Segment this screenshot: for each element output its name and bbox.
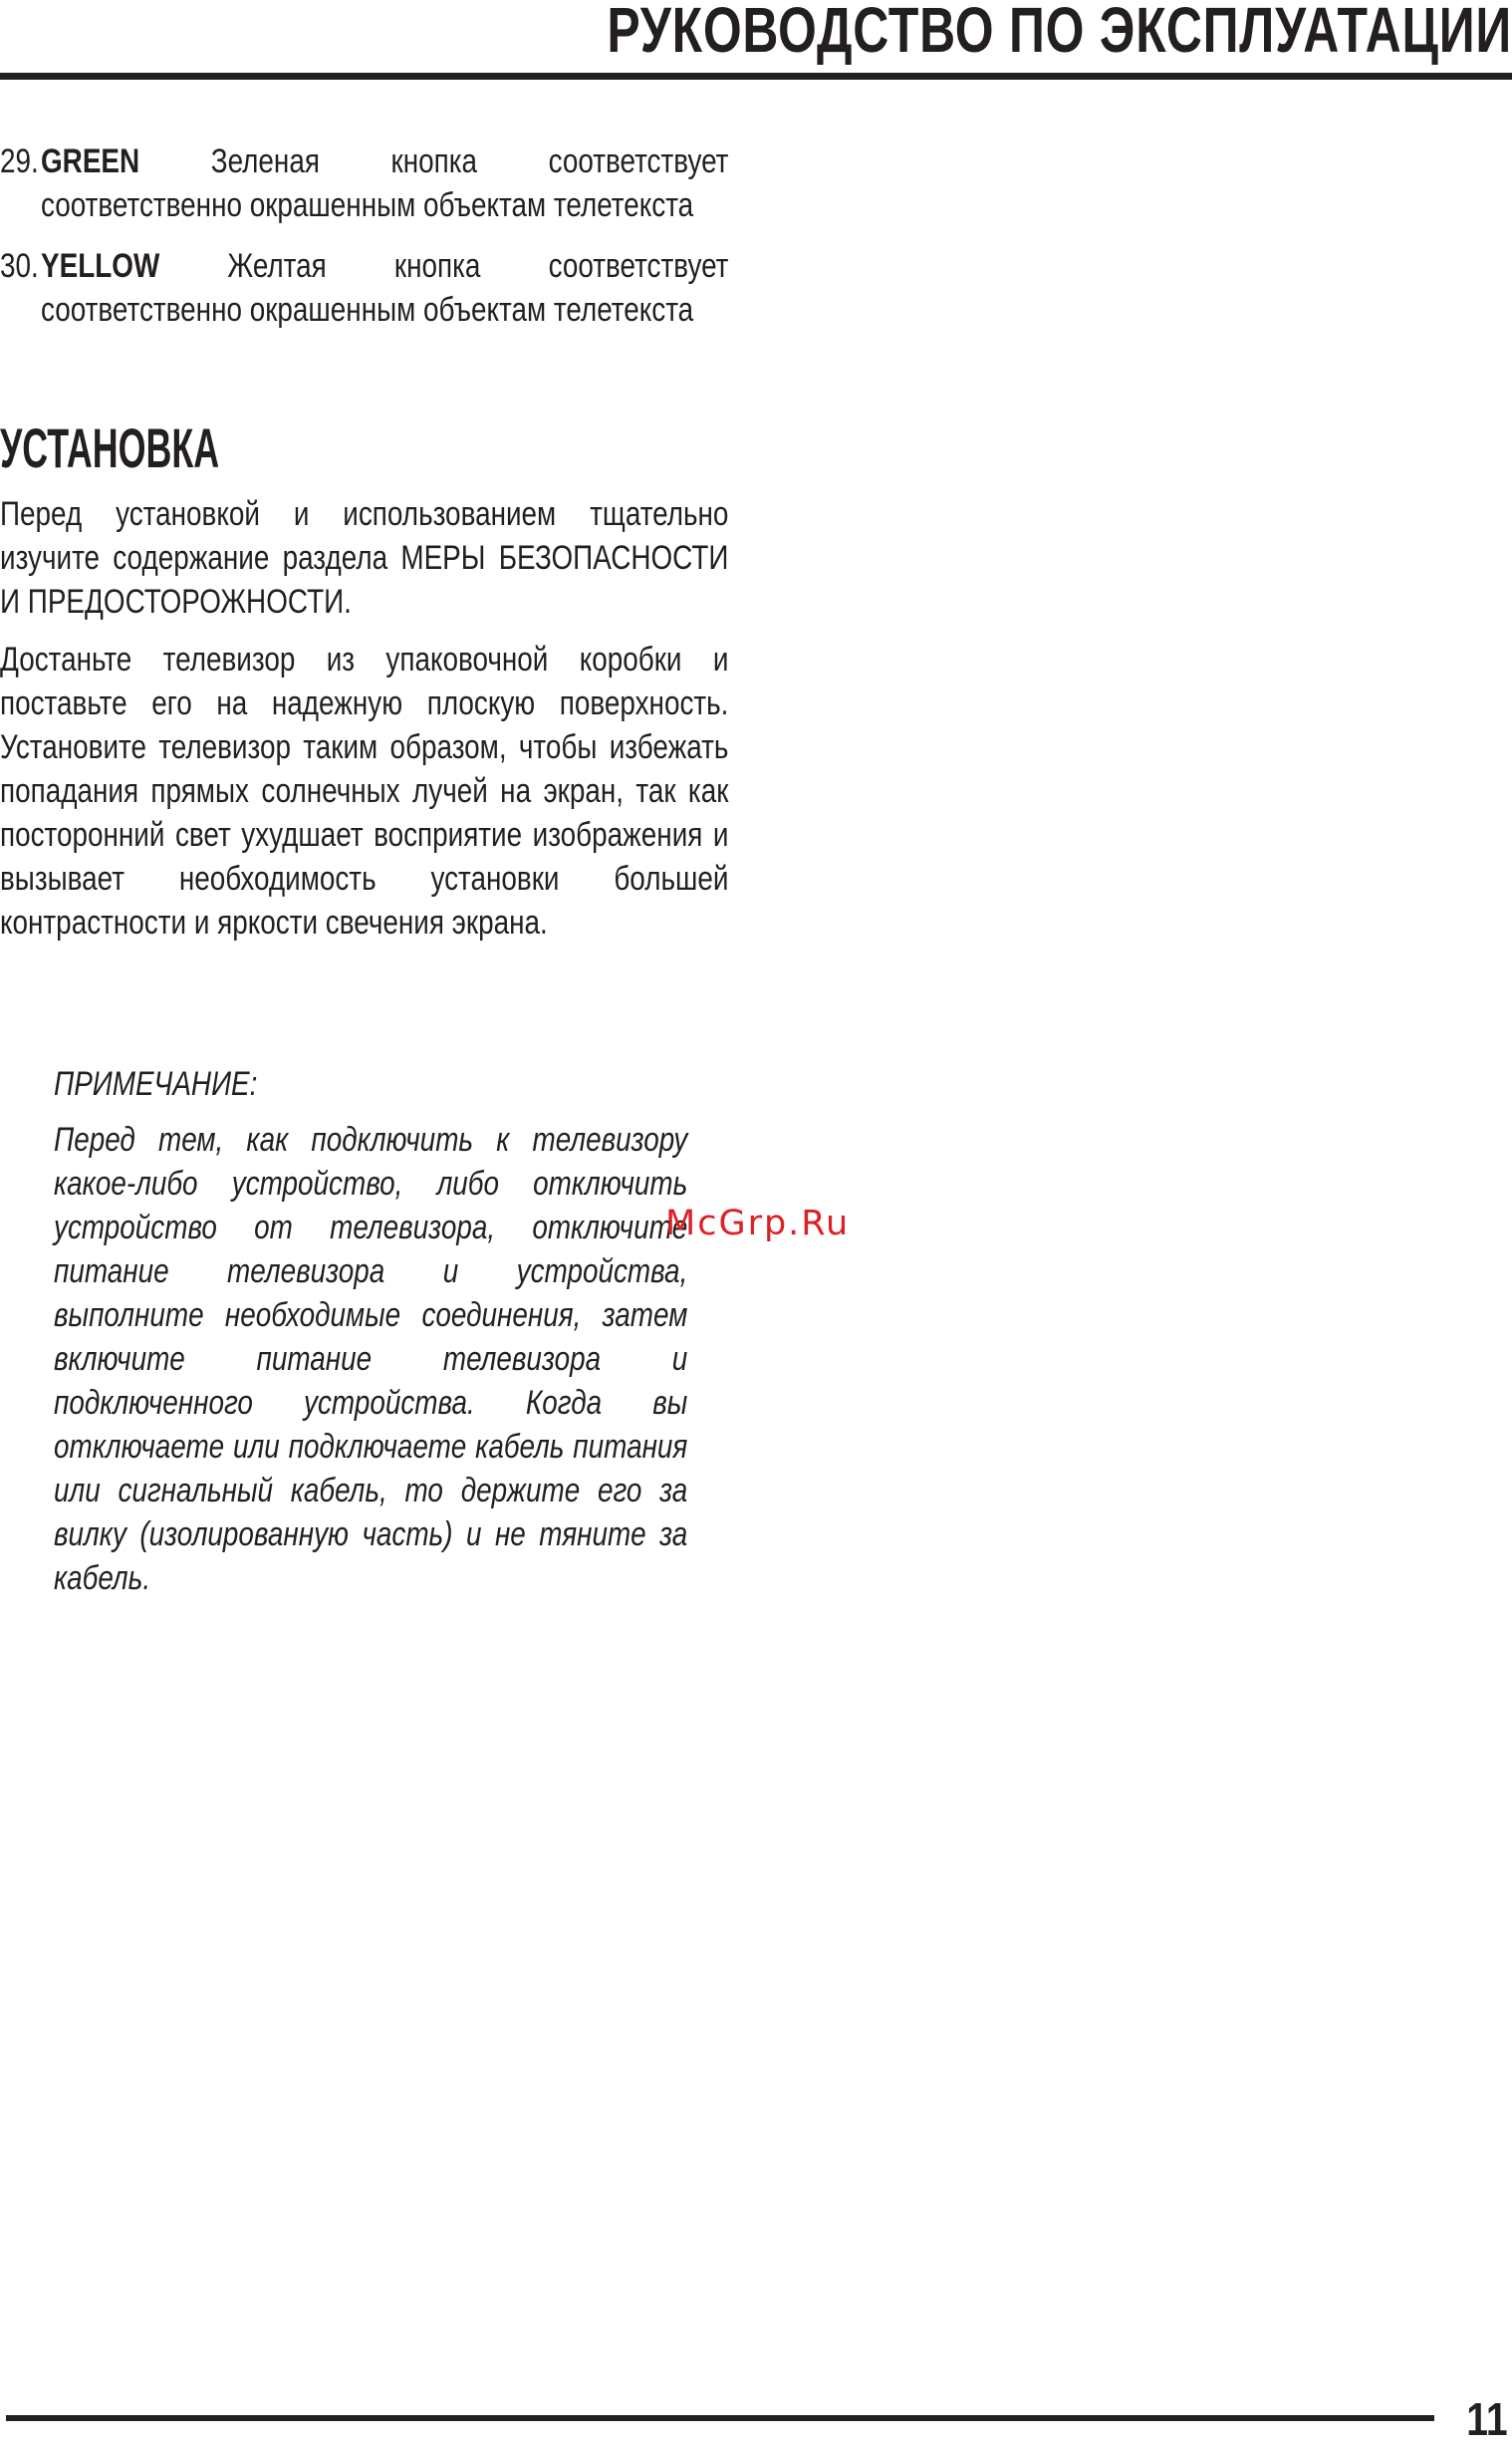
- spacer: [0, 349, 728, 416]
- section-title-installation: УСТАНОВКА: [0, 416, 220, 479]
- list-item-number: 29.: [0, 142, 39, 180]
- list-item-body: [41, 139, 728, 227]
- list-item-yellow: [0, 244, 728, 332]
- list-item-text: Зеленая кнопка соответствует соответственно окрашенным объектам телетекста: [41, 142, 729, 224]
- spacer: [0, 480, 728, 492]
- note-flow: [54, 1062, 687, 1600]
- list-item-key: YELLOW: [41, 247, 160, 285]
- footer-rule: [6, 2415, 1434, 2421]
- list-item-green: [0, 139, 728, 227]
- header-title: РУКОВОДСТВО ПО ЭКСПЛУАТАЦИИ: [607, 0, 1512, 66]
- note-text: Перед тем, как подключить к телевизору какое-либо устройство, либо отключить устройство от телевизора, отключите питание телевизора и устройства, выполните необходимые соединения, затем включите питание телевизора и подключенного устройства. Когда вы отключаете или подключаете кабель питания или сигнальный кабель, то держите его за вилку (изолированную часть) и не тяните за кабель.: [54, 1121, 688, 1597]
- list-item-text: Желтая кнопка соответствует соответственно окрашенным объектам телетекста: [41, 247, 729, 329]
- note-box: [54, 1062, 687, 1600]
- text-flow: [0, 139, 728, 945]
- note-title: ПРИМЕЧАНИЕ:: [54, 1065, 258, 1103]
- paragraph: Достаньте телевизор из упаковочной коробки и поставьте его на надежную плоскую поверхность. Установите телевизор таким образом, чтобы избежать попадания прямых солнечных лучей на экран, так как посторонний свет ухудшает восприятие изображения и вызывает необходимость установки большей контрастности и яркости свечения экрана.: [0, 641, 729, 942]
- list-item-body: [41, 244, 728, 332]
- list-item-key: GREEN: [41, 142, 140, 180]
- left-column: [0, 139, 729, 958]
- watermark: McGrp.Ru: [665, 1204, 851, 1243]
- page-number: 11: [1466, 2393, 1508, 2445]
- header-rule: [0, 73, 1512, 80]
- paragraph: Перед установкой и использованием тщательно изучите содержание раздела МЕРЫ БЕЗОПАСНОСТИ И ПРЕДОСТОРОЖНОСТИ.: [0, 495, 729, 621]
- list-item-number: 30.: [0, 247, 39, 285]
